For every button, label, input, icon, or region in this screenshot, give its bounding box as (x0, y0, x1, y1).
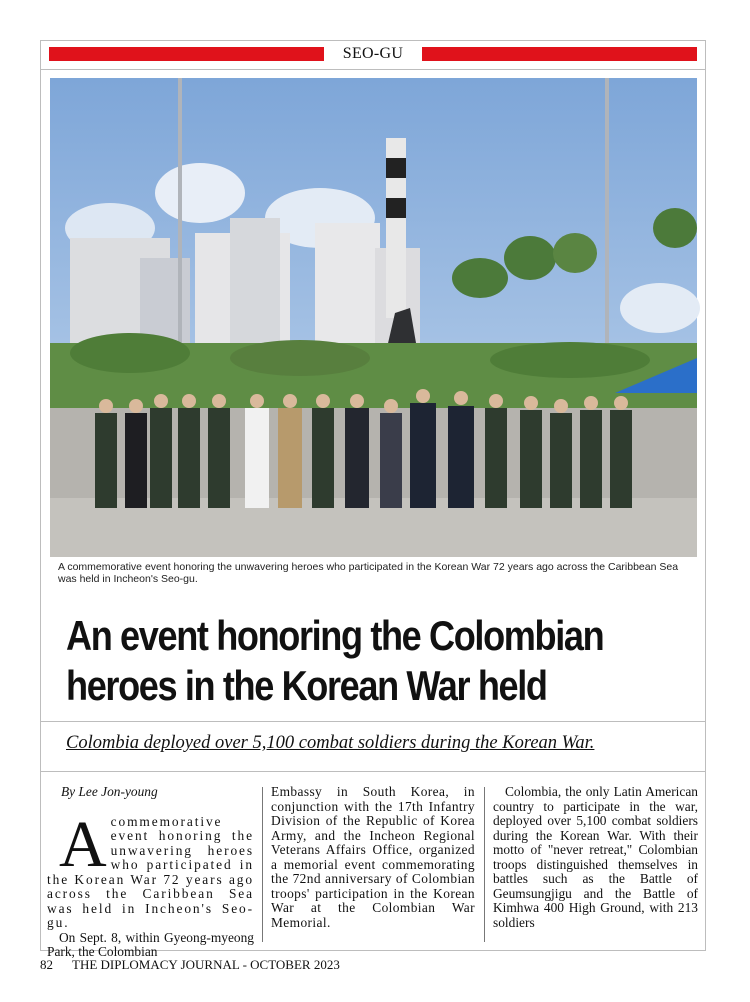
article-body (47, 784, 701, 959)
publication-name: THE DIPLOMACY JOURNAL - OCTOBER 2023 (72, 957, 340, 972)
photo-caption: A commemorative event honoring the unwavering heroes who participated in the Korean War 72 years ago across the Caribbean Sea was held in Incheon's Seo-gu. (58, 561, 679, 585)
paragraph-4: Colombia, the only Latin American country to participate in the war, deployed over 5,100 combat soldiers during the Korean War. With their motto of "never retreat," Colombian troops distinguished themselves in battles such as the Battle of Geumsungjigu and the Battle of Kimhwa 400 High Ground, with 213 soldiers (493, 784, 698, 930)
article-column-3 (493, 785, 698, 945)
subhead-divider (40, 771, 706, 772)
paragraph-1: commemorative event honoring the unwavering heroes who participated in the Korean War 72 years ago across the Caribbean Sea was held in Incheon's Seo-gu. (47, 813, 254, 930)
section-bar-left (49, 47, 324, 61)
column-rule (262, 787, 263, 942)
section-bar-right (422, 47, 697, 61)
event-photo-illustration (50, 78, 697, 557)
page-number: 82 (40, 957, 53, 972)
headline-line-2: heroes in the Korean War held (66, 662, 547, 709)
drop-cap: A (59, 807, 107, 881)
headline-line-1: An event honoring the Colombian (66, 612, 604, 659)
page-footer (40, 957, 340, 973)
headline-divider (40, 721, 706, 722)
section-header (49, 44, 697, 64)
byline: By Lee Jon-young (61, 784, 158, 799)
paragraph-3: Embassy in South Korea, in conjunction with the 17th Infantry Division of the Republic of Korea Army, and the Incheon Regional Veterans Affairs Office, organized a memorial event commemorating the 72nd anniversary of Colombian troops' participation in the Korean War at the Colombian War Memorial. (271, 784, 475, 930)
article-headline (66, 611, 616, 711)
article-column-1 (47, 784, 254, 959)
article-column-2 (271, 785, 475, 945)
event-photo (50, 78, 697, 557)
paragraph-2: On Sept. 8, within Gyeong-myeong Park, the Colombian (47, 929, 254, 959)
section-label: SEO-GU (342, 45, 404, 62)
article-subhead: Colombia deployed over 5,100 combat soldiers during the Korean War. (66, 733, 595, 753)
section-divider (40, 69, 706, 70)
column-rule (484, 787, 485, 942)
